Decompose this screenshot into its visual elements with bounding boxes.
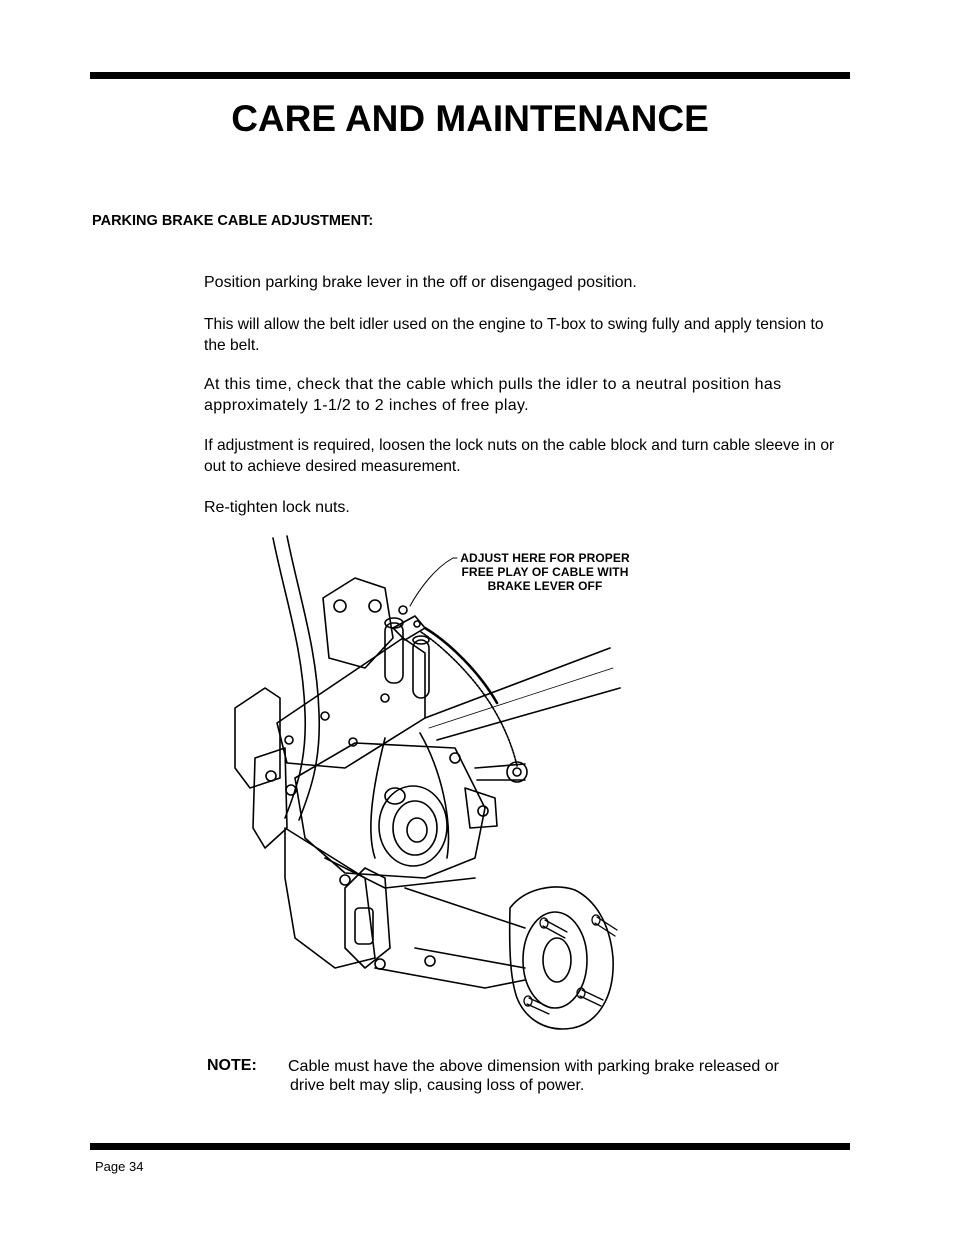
callout-line: BRAKE LEVER OFF (487, 579, 603, 593)
page-number: Page 34 (95, 1159, 144, 1174)
note-text (288, 1057, 848, 1095)
instruction-paragraph: Re-tighten lock nuts. (204, 499, 350, 516)
header-rule (90, 72, 850, 79)
note-line: Cable must have the above dimension with parking brake released or (288, 1058, 779, 1075)
page-title: CARE AND MAINTENANCE (231, 98, 709, 139)
section-heading: PARKING BRAKE CABLE ADJUSTMENT: (92, 213, 374, 229)
diagram-callout (455, 551, 635, 593)
brake-cable-diagram (225, 528, 645, 1040)
instruction-paragraph: If adjustment is required, loosen the lock nuts on the cable block and turn cable sleeve in or out to achieve desired measurement. (204, 437, 835, 475)
note-line: drive belt may slip, causing loss of power. (290, 1077, 585, 1094)
footer-rule (90, 1143, 850, 1150)
note-label: NOTE: (207, 1057, 257, 1074)
instruction-paragraph: At this time, check that the cable which pulls the idler to a neutral position has approximately 1-1/2 to 2 inches of free play. (204, 376, 782, 414)
callout-line: FREE PLAY OF CABLE WITH (461, 565, 629, 579)
instruction-paragraph: This will allow the belt idler used on the engine to T-box to swing fully and apply tension to the belt. (204, 316, 824, 354)
instruction-paragraph: Position parking brake lever in the off or disengaged position. (204, 274, 637, 291)
callout-line: ADJUST HERE FOR PROPER (460, 551, 630, 565)
